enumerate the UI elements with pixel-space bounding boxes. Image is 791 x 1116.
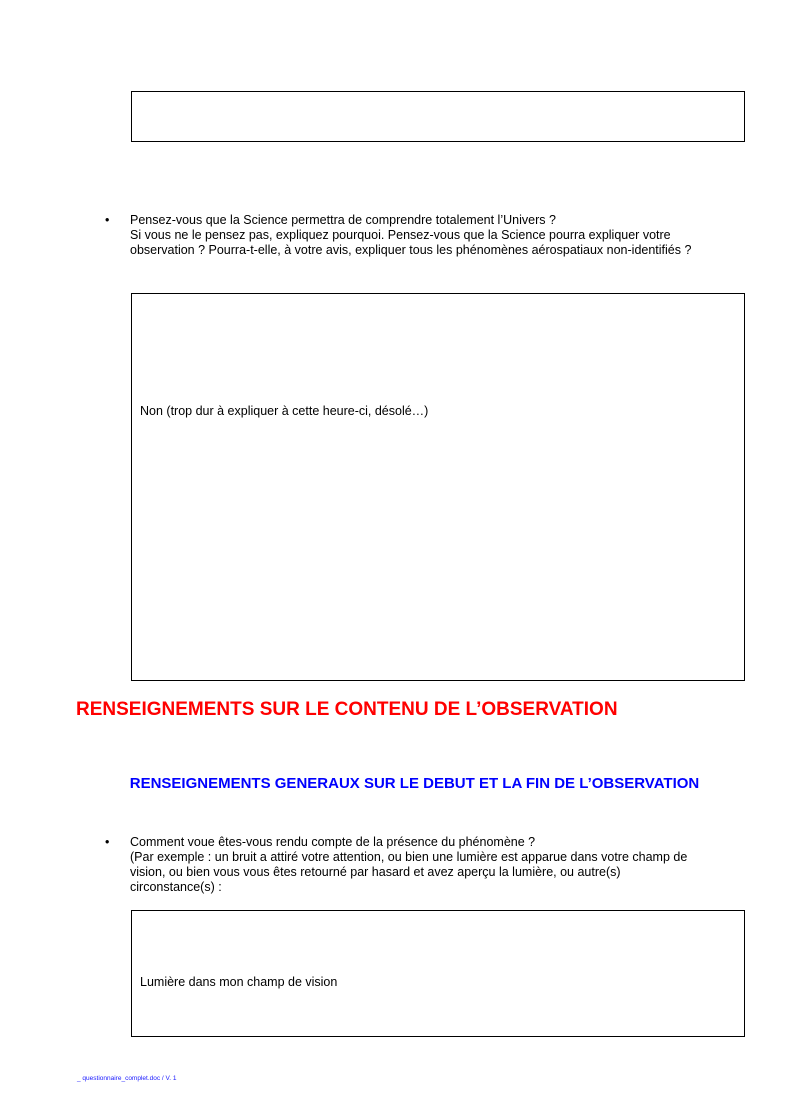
question-line: Comment voue êtes-vous rendu compte de la présence du phénomène ? bbox=[130, 835, 536, 849]
answer-box-universe[interactable] bbox=[131, 293, 745, 681]
previous-answer-box[interactable] bbox=[131, 91, 745, 142]
subsection-heading: RENSEIGNEMENTS GENERAUX SUR LE DEBUT ET LA FIN DE L’OBSERVATION bbox=[129, 775, 700, 792]
question-line: (Par exemple : un bruit a attiré votre attention, ou bien une lumière est apparue dans votre champ de bbox=[130, 850, 688, 864]
bullet-icon: • bbox=[105, 835, 110, 849]
answer-box-awareness[interactable] bbox=[131, 910, 745, 1037]
question-line: Pensez-vous que la Science permettra de comprendre totalement l’Univers ? bbox=[130, 213, 556, 227]
question-line: vision, ou bien vous vous êtes retourné par hasard et avez aperçu la lumière, ou autre(s) bbox=[130, 865, 621, 879]
question-line: Si vous ne le pensez pas, expliquez pourquoi. Pensez-vous que la Science pourra expliquer votre bbox=[130, 228, 671, 242]
section-heading: RENSEIGNEMENTS SUR LE CONTENU DE L’OBSERVATION bbox=[76, 699, 618, 720]
question-line: circonstance(s) : bbox=[130, 880, 222, 894]
answer-text-universe: Non (trop dur à expliquer à cette heure-ci, désolé…) bbox=[140, 404, 429, 418]
question-universe bbox=[130, 213, 691, 258]
question-line: observation ? Pourra-t-elle, à votre avis, expliquer tous les phénomènes aérospatiaux non-identifiés ? bbox=[130, 243, 692, 257]
document-footer: _ questionnaire_complet.doc / V. 1 bbox=[77, 1075, 177, 1082]
question-awareness bbox=[130, 835, 687, 895]
bullet-icon: • bbox=[105, 213, 110, 227]
answer-text-awareness: Lumière dans mon champ de vision bbox=[140, 975, 338, 989]
